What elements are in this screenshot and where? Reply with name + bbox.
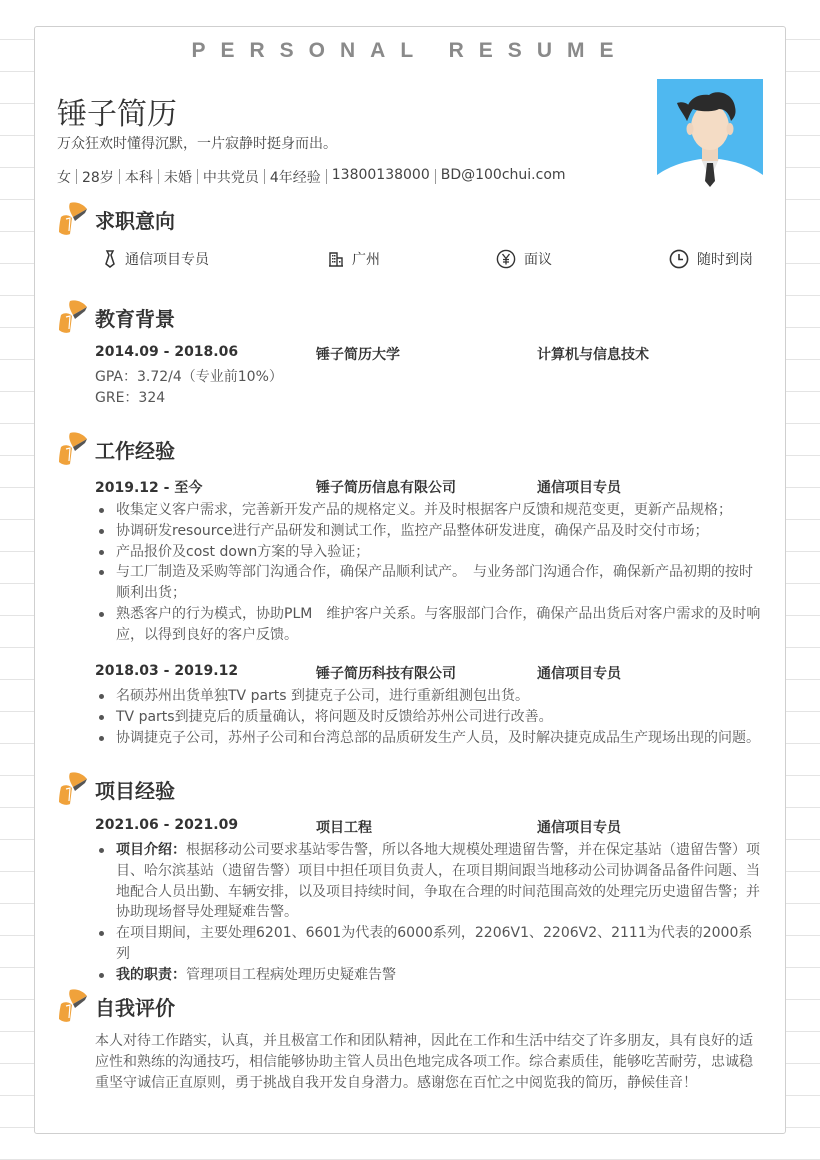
building-icon	[328, 251, 344, 267]
project-duty-text: 管理项目工程病处理历史疑难告警	[186, 966, 396, 983]
work-2-bullets	[95, 686, 765, 748]
pen-icon	[57, 988, 91, 1024]
info-phone: 13800138000	[331, 167, 430, 183]
intent-position	[103, 249, 209, 269]
work-1-period: 2019.12 - 至今	[95, 480, 203, 496]
list-item: 协调研发resource进行产品研发和测试工作，监控产品整体研发进度，确保产品及时交付市场；	[95, 521, 765, 542]
list-item: 产品报价及cost down方案的导入验证；	[95, 542, 765, 563]
section-education	[57, 301, 175, 333]
pen-icon	[57, 431, 91, 467]
project-role: 通信项目专员	[537, 820, 621, 836]
section-intent	[57, 203, 175, 235]
intent-row	[93, 249, 753, 273]
section-work-title: 工作经验	[95, 438, 175, 463]
section-project	[57, 773, 175, 805]
education-period: 2014.09 - 2018.06	[95, 344, 239, 360]
intent-availability-text: 随时到岗	[697, 252, 753, 268]
intent-city	[328, 249, 380, 269]
project-bullets	[95, 840, 765, 986]
list-item: 名硕苏州出货单独TV parts 到捷克子公司，进行重新组测包出货。	[95, 686, 765, 707]
candidate-motto: 万众狂欢时懂得沉默，一片寂静时挺身而出。	[57, 136, 337, 152]
section-intent-title: 求职意向	[95, 208, 175, 233]
project-period: 2021.06 - 2021.09	[95, 817, 239, 833]
intent-salary	[496, 249, 552, 269]
section-education-title: 教育背景	[95, 306, 175, 331]
project-name: 项目工程	[316, 820, 372, 836]
list-item: 协调捷克子公司，苏州子公司和台湾总部的品质研发生产人员，及时解决捷克成品生产现场出现的问题。	[95, 728, 765, 749]
list-item	[95, 840, 765, 923]
intent-position-text: 通信项目专员	[125, 252, 209, 268]
section-self	[57, 990, 175, 1022]
tie-icon	[103, 250, 117, 268]
work-1-role: 通信项目专员	[537, 480, 621, 496]
intent-availability	[669, 249, 753, 269]
list-item: 在项目期间，主要处理6201、6601为代表的6000系列，2206V1、2206V2、2111为代表的2000系列	[95, 923, 765, 965]
info-experience: 4年经验	[269, 170, 321, 186]
info-marital: 未婚	[163, 170, 192, 186]
list-item: 收集定义客户需求，完善新开发产品的规格定义。并及时根据客户反馈和规范变更，更新产品规格；	[95, 500, 765, 521]
list-item	[95, 965, 765, 986]
education-major: 计算机与信息技术	[537, 347, 649, 363]
resume-sheet	[34, 26, 786, 1134]
info-email[interactable]: BD@100chui.com	[440, 167, 566, 183]
candidate-name: 锤子简历	[57, 97, 177, 132]
intent-city-text: 广州	[352, 252, 380, 268]
work-2-period: 2018.03 - 2019.12	[95, 663, 239, 679]
info-gender: 女	[57, 170, 71, 186]
yen-icon	[496, 249, 516, 269]
education-school: 锤子简历大学	[316, 347, 400, 363]
work-2-role: 通信项目专员	[537, 666, 621, 682]
work-1-company: 锤子简历信息有限公司	[316, 480, 456, 496]
section-work	[57, 433, 175, 465]
work-2-company: 锤子简历科技有限公司	[316, 666, 456, 682]
project-duty-label: 我的职责：	[116, 966, 186, 983]
project-intro-text: 根据移动公司要求基站零告警，所以各地大规模处理遗留告警，并在保定基站（遗留告警）项目、哈尔滨基站（遗留告警）项目中担任项目负责人，在项目期间跟当地移动公司协调备品备件问题、当地配合人员出勤、车辆安排，以及项目持续时间，争取在合理的时间范围高效的处理完历史遗留告警；并协助现场督导处理疑难告警。	[116, 842, 760, 921]
pen-icon	[57, 201, 91, 237]
list-item: TV parts到捷克后的质量确认，将问题及时反馈给苏州公司进行改善。	[95, 707, 765, 728]
self-evaluation: 本人对待工作踏实，认真，并且极富工作和团队精神，因此在工作和生活中结交了许多朋友，具有良好的适应性和熟练的沟通技巧，相信能够协助主管人员出色地完成各项工作。综合素质佳，能够吃苦耐劳，忠诚稳重坚守诚信正直原则，勇于挑战自我开发自身潜力。感谢您在百忙之中阅览我的简历，静候佳音！	[95, 1033, 753, 1091]
list-item: 与工厂制造及采购等部门沟通合作，确保产品顺利试产。 与业务部门沟通合作，确保新产品初期的按时顺利出货；	[95, 562, 765, 604]
education-gpa: GPA：3.72/4（专业前10%）	[95, 369, 283, 385]
clock-icon	[669, 249, 689, 269]
info-degree: 本科	[124, 170, 153, 186]
resume-banner: PERSONAL RESUME	[191, 39, 629, 62]
education-gre: GRE：324	[95, 390, 166, 406]
section-self-title: 自我评价	[95, 995, 175, 1020]
info-age: 28岁	[82, 170, 114, 186]
project-intro-label: 项目介绍：	[116, 842, 186, 858]
pen-icon	[57, 299, 91, 335]
info-political: 中共党员	[202, 170, 259, 186]
list-item: 熟悉客户的行为模式，协助PLM 维护客户关系。与客服部门合作，确保产品出货后对客户需求的及时响应，以得到良好的客户反馈。	[95, 604, 765, 646]
candidate-info	[57, 167, 566, 187]
pen-icon	[57, 771, 91, 807]
avatar-photo	[657, 79, 763, 187]
intent-salary-text: 面议	[524, 252, 552, 268]
section-project-title: 项目经验	[95, 778, 175, 803]
work-1-bullets	[95, 500, 765, 646]
